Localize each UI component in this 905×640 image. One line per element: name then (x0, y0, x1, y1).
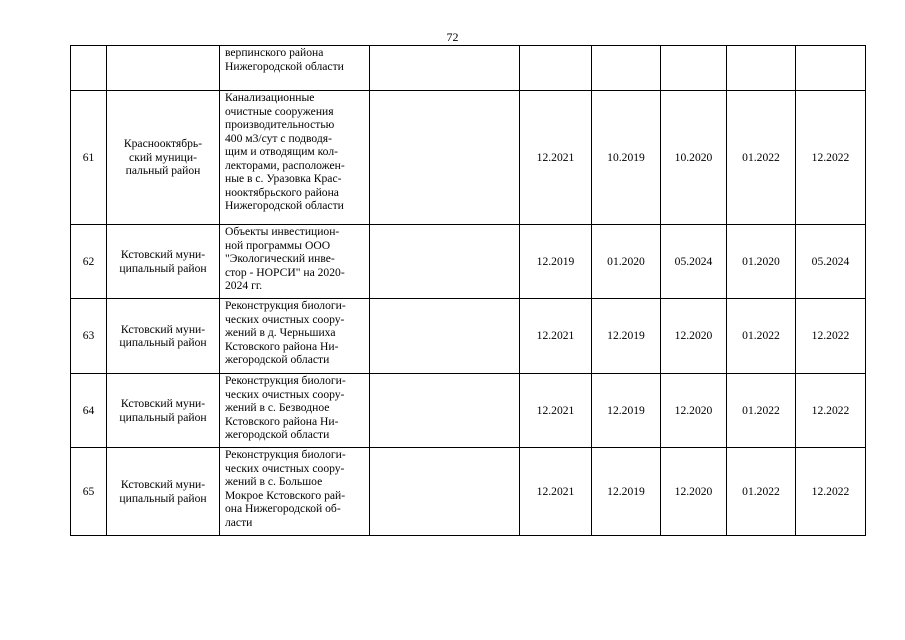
row-number: 62 (71, 225, 107, 299)
row-number: 65 (71, 448, 107, 536)
date-cell (592, 46, 661, 91)
date-cell: 12.2021 (520, 448, 592, 536)
projects-table (70, 45, 866, 536)
date-cell (727, 46, 796, 91)
date-cell: 12.2022 (796, 448, 866, 536)
empty-cell (370, 46, 520, 91)
empty-cell (370, 374, 520, 448)
date-cell: 12.2022 (796, 91, 866, 225)
date-cell: 12.2021 (520, 91, 592, 225)
empty-cell (370, 225, 520, 299)
date-cell: 10.2020 (661, 91, 727, 225)
date-cell: 05.2024 (796, 225, 866, 299)
date-cell: 05.2024 (661, 225, 727, 299)
district-cell (107, 46, 220, 91)
district-cell: Краснооктябрь- ский муници- пальный район (107, 91, 220, 225)
table-row (71, 448, 866, 536)
district-cell: Кстовский муни- ципальный район (107, 374, 220, 448)
table-row (71, 46, 866, 91)
date-cell: 12.2022 (796, 299, 866, 374)
date-cell (661, 46, 727, 91)
table-row (71, 225, 866, 299)
object-cell: Объекты инвестицион- ной программы ООО "Экологический инве- стор - НОРСИ" на 2020- 2024 гг. (220, 225, 370, 299)
date-cell: 12.2020 (661, 299, 727, 374)
empty-cell (370, 448, 520, 536)
date-cell: 01.2022 (727, 448, 796, 536)
object-cell: верпинского района Нижегородской области (220, 46, 370, 91)
date-cell: 10.2019 (592, 91, 661, 225)
table-row (71, 299, 866, 374)
table-row (71, 374, 866, 448)
row-number: 63 (71, 299, 107, 374)
date-cell: 12.2020 (661, 374, 727, 448)
page-number: 72 (446, 30, 459, 44)
district-cell: Кстовский муни- ципальный район (107, 299, 220, 374)
object-cell: Реконструкция биологи- ческих очистных соору- жений в с. Безводное Кстовского района Ни- жегородской области (220, 374, 370, 448)
district-cell: Кстовский муни- ципальный район (107, 225, 220, 299)
date-cell: 12.2022 (796, 374, 866, 448)
date-cell (796, 46, 866, 91)
object-cell: Реконструкция биологи- ческих очистных соору- жений в д. Черньшиха Кстовского района Ни- жегородской области (220, 299, 370, 374)
date-cell: 01.2022 (727, 299, 796, 374)
date-cell: 01.2022 (727, 91, 796, 225)
empty-cell (370, 299, 520, 374)
date-cell: 12.2019 (520, 225, 592, 299)
date-cell: 01.2020 (592, 225, 661, 299)
date-cell: 12.2021 (520, 299, 592, 374)
date-cell: 12.2020 (661, 448, 727, 536)
row-number: 64 (71, 374, 107, 448)
date-cell: 12.2019 (592, 374, 661, 448)
date-cell: 12.2019 (592, 299, 661, 374)
date-cell: 12.2021 (520, 374, 592, 448)
district-cell: Кстовский муни- ципальный район (107, 448, 220, 536)
row-number: 61 (71, 91, 107, 225)
date-cell: 01.2020 (727, 225, 796, 299)
date-cell: 01.2022 (727, 374, 796, 448)
table-row (71, 91, 866, 225)
empty-cell (370, 91, 520, 225)
object-cell: Канализационные очистные сооружения производительностью 400 м3/сут с подводя- щим и отводящим кол- лекторами, расположен- ные в с. Уразовка Крас- нооктябрьского района Нижегородской области (220, 91, 370, 225)
date-cell (520, 46, 592, 91)
row-number (71, 46, 107, 91)
object-cell: Реконструкция биологи- ческих очистных соору- жений в с. Большое Мокрое Кстовского рай- она Нижегородской об- ласти (220, 448, 370, 536)
date-cell: 12.2019 (592, 448, 661, 536)
